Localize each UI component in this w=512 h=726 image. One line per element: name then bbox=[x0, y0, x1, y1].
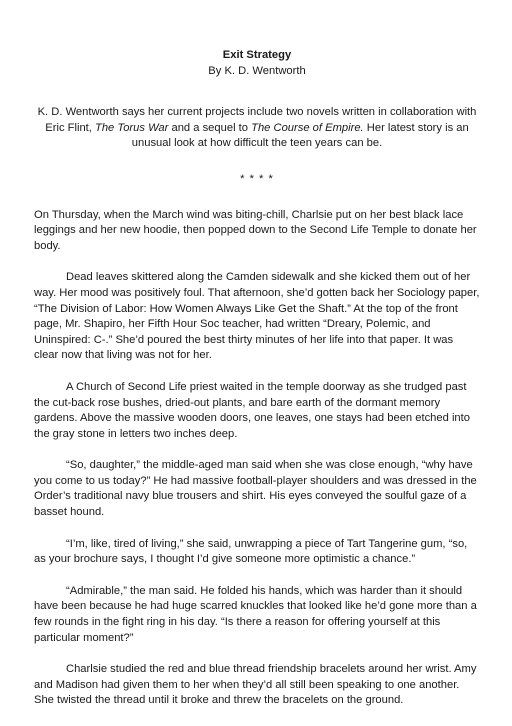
intro-book-title-1: The Torus War bbox=[95, 121, 169, 134]
intro-text-1: K. D. Wentworth says her current projects include two novels written in collaboration with Eric Flint, bbox=[37, 106, 477, 134]
story-byline: By K. D. Wentworth bbox=[208, 64, 306, 77]
document-page bbox=[34, 48, 480, 709]
author-intro bbox=[34, 105, 480, 152]
story-paragraph: “Admirable,” the man said. He folded his hands, which was harder than it should have been because he had huge scarred knuckles that looked like he’d gone more than a few rounds in the fight ring in his day. “Is there a reason for offering yourself at this particular moment?” bbox=[34, 584, 477, 644]
story-title: Exit Strategy bbox=[222, 49, 292, 61]
story-paragraph: “So, daughter,” the middle-aged man said when she was close enough, “why have you come to us today?” He had massive football-player shoulders and was dressed in the Order’s traditional navy blue trousers and shirt. His eyes conveyed the soulful gaze of a basset hound. bbox=[34, 459, 477, 519]
story-paragraph: On Thursday, when the March wind was biting-chill, Charlsie put on her best black lace leggings and her new hoodie, then popped down to the Second Life Temple to donate her body. bbox=[34, 208, 477, 252]
section-separator: * * * * bbox=[240, 172, 274, 185]
story-paragraph: A Church of Second Life priest waited in the temple doorway as she trudged past the cut-back rose bushes, dried-out plants, and bare earth of the dormant memory gardens. Above the massive wooden doors, one leaves, one stays had been etched into the gray stone in letters two inches deep. bbox=[34, 380, 470, 440]
story-paragraph: Charlsie studied the red and blue thread friendship bracelets around her wrist. Amy and Madison had given them to her when they’d all still been speaking to one another. She twisted the thread until it broke and threw the bracelets on the ground. bbox=[34, 663, 477, 707]
intro-text-2: and a sequel to bbox=[168, 121, 252, 134]
story-paragraph: “I’m, like, tired of living,” she said, unwrapping a piece of Tart Tangerine gum, “so, as your brochure says, I thought I’d give someone more optimistic a chance.” bbox=[34, 537, 468, 566]
intro-book-title-2: The Course of Empire. bbox=[251, 121, 364, 134]
intro-text-3: Her latest story is an unusual look at how difficult the teen years can be. bbox=[131, 121, 469, 150]
story-paragraph: Dead leaves skittered along the Camden sidewalk and she kicked them out of her way. Her mood was positively foul. That afternoon, she’d gotten back her Sociology paper, “The Division of Labor: How Women Always Like Get the Shaft.” At the top of the front page, Mr. Shapiro, her Fifth Hour Soc teacher, had written “Dreary, Polemic, and Uninspired: C-.” She’d poured the best thirty minutes of her life into that paper. It was clear now that living was not for her. bbox=[34, 271, 480, 362]
story-header bbox=[34, 48, 480, 79]
